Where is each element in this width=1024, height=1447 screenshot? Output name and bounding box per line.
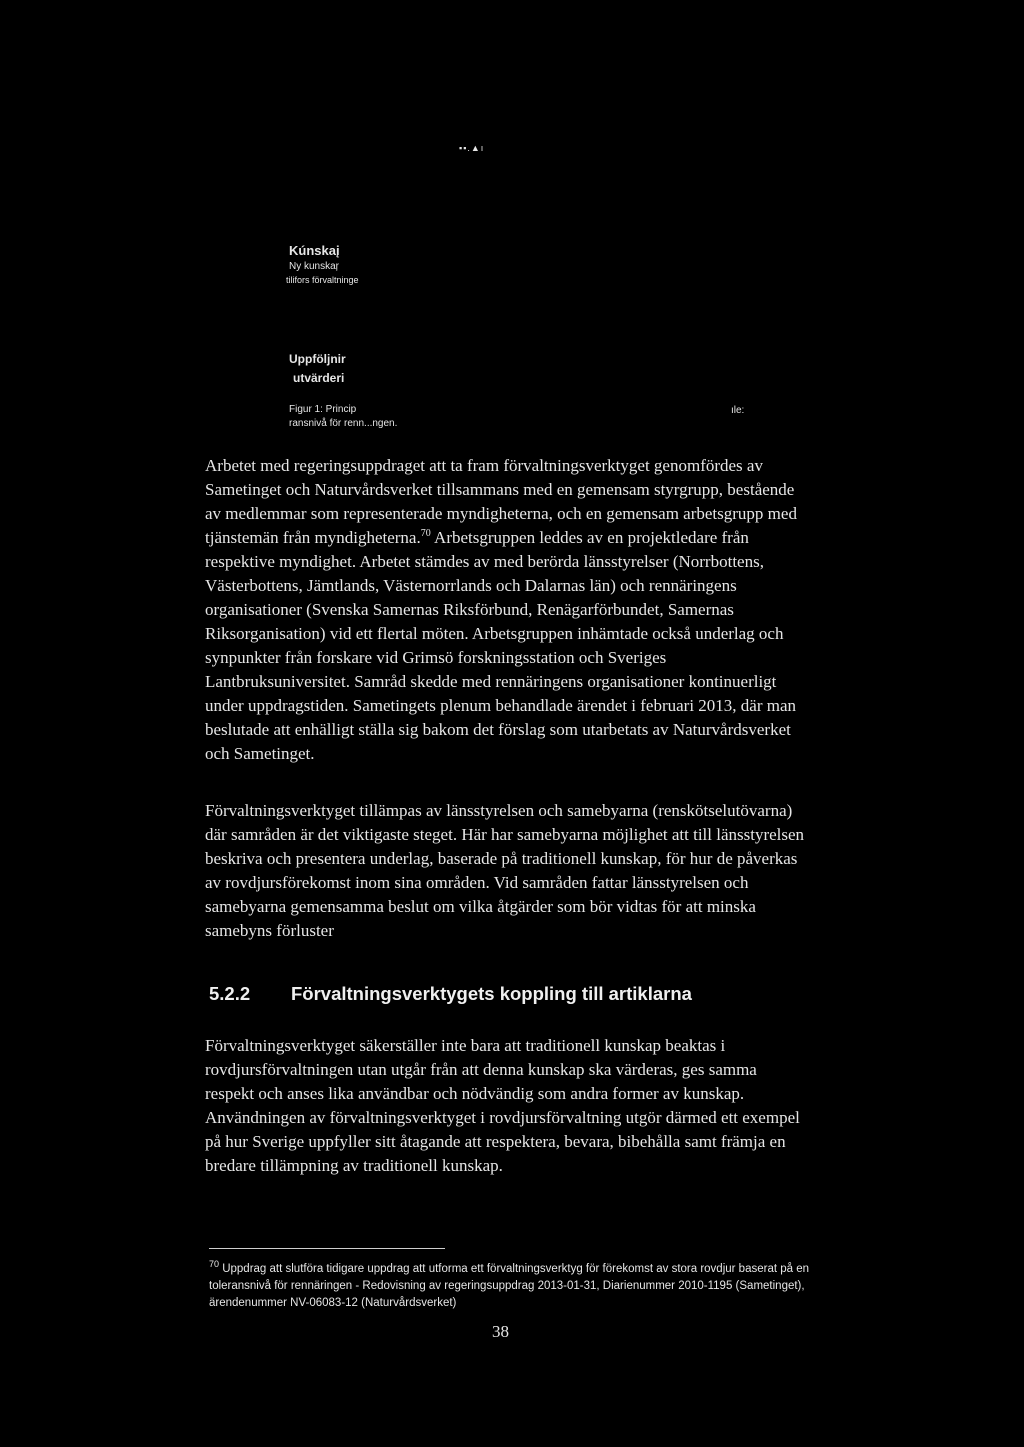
figure-followup-title: Uppföljnir xyxy=(289,352,346,366)
section-number: 5.2.2 xyxy=(209,983,251,1004)
figure-followup-line2: utvärderi xyxy=(293,371,345,385)
paragraph-collaboration xyxy=(205,454,805,766)
paragraph-collaboration-text: Arbetet med regeringsuppdraget att ta fram förvaltningsverktyget genomfördes av Sametinget och Naturvårdsverket tillsammans med en gemensam styrgrupp, bestående av medlemmar som representerade myndigheterna, och en gemensam arbetsgrupp med tjänstemän från myndigheterna. xyxy=(205,456,797,547)
figure-knowledge-line2: tilifors förvaltninge xyxy=(286,275,359,285)
section-title: Förvaltningsverktygets koppling till artiklarna xyxy=(291,983,692,1004)
footnote xyxy=(209,1256,819,1312)
footnote-reference: 70 xyxy=(420,528,431,539)
paragraph-application: Förvaltningsverktyget tillämpas av länsstyrelsen och samebyarna (renskötselutövarna) där samråden är det viktigaste steget. Här har samebyarna möjlighet att till länsstyrelsen beskriva och presentera underlag, baserade på traditionell kunskap, för hur de påverkas av rovdjursförekomst inom sina områden. Vid samråden fattar länsstyrelsen och samebyarna gemensamma beslut om vilka åtgärder som bör vidtas för att minska samebyns förluster xyxy=(205,801,805,940)
section-heading xyxy=(209,983,692,1005)
figure-knowledge-title: Kúnskaį xyxy=(289,243,340,258)
footnote-number: 70 xyxy=(209,1259,220,1269)
figure-caption-line1: Figur 1: Princip xyxy=(289,404,357,415)
footnote-divider xyxy=(209,1248,445,1249)
page-number: 38 xyxy=(492,1322,509,1341)
figure-top-mark: ▪▪.▲ı xyxy=(459,143,485,153)
figure-caption-line2: ransnivå för renn...ngen. xyxy=(289,418,398,429)
figure-knowledge-line1: Ny kunskaŗ xyxy=(289,261,340,272)
paragraph-traditional-knowledge: Förvaltningsverktyget säkerställer inte bara att traditionell kunskap beaktas i rovdjursförvaltningen utan utgår från att denna kunskap ska värderas, ges samma respekt och anses lika användbar och nödvändig som andra former av kunskap. Användningen av förvaltningsverktyget i rovdjursförvaltning utgör därmed ett exempel på hur Sverige uppfyller sitt åtagande att respektera, bevara, bibehålla samt främja en bredare tillämpning av traditionell kunskap. xyxy=(205,1036,800,1175)
footnote-text: Uppdrag att slutföra tidigare uppdrag att utforma ett förvaltningsverktyg för förekomst av stora rovdjur baserat på en toleransnivå för rennäringen - Redovisning av regeringsuppdrag 2013-01-31, Diarienummer 2010-1195 (Sametinget), ärendenummer NV-06083-12 (Naturvårdsverket) xyxy=(209,1263,810,1309)
figure-caption-right: ıle: xyxy=(731,405,745,416)
paragraph-collaboration-text-cont: Arbetsgruppen leddes av en projektledare från respektive myndighet. Arbetet stämdes av med berörda länsstyrelser (Norrbottens, Västerbottens, Jämtlands, Västernorrlands och Dalarnas län) och rennäringens organisationer (Svenska Samernas Riksförbund, Renägarförbundet, Samernas Riksorganisation) vid ett flertal möten. Arbetsgruppen inhämtade också underlag och synpunkter från forskare vid Grimsö forskningsstation och Sveriges Lantbruksuniversitet. Samråd skedde med rennäringens organisationer kontinuerligt under uppdragstiden. Sametingets plenum behandlade ärendet i februari 2013, där man beslutade att enhälligt ställa sig bakom det förslag som utarbetats av Naturvårdsverket och Sametinget. xyxy=(205,528,797,763)
